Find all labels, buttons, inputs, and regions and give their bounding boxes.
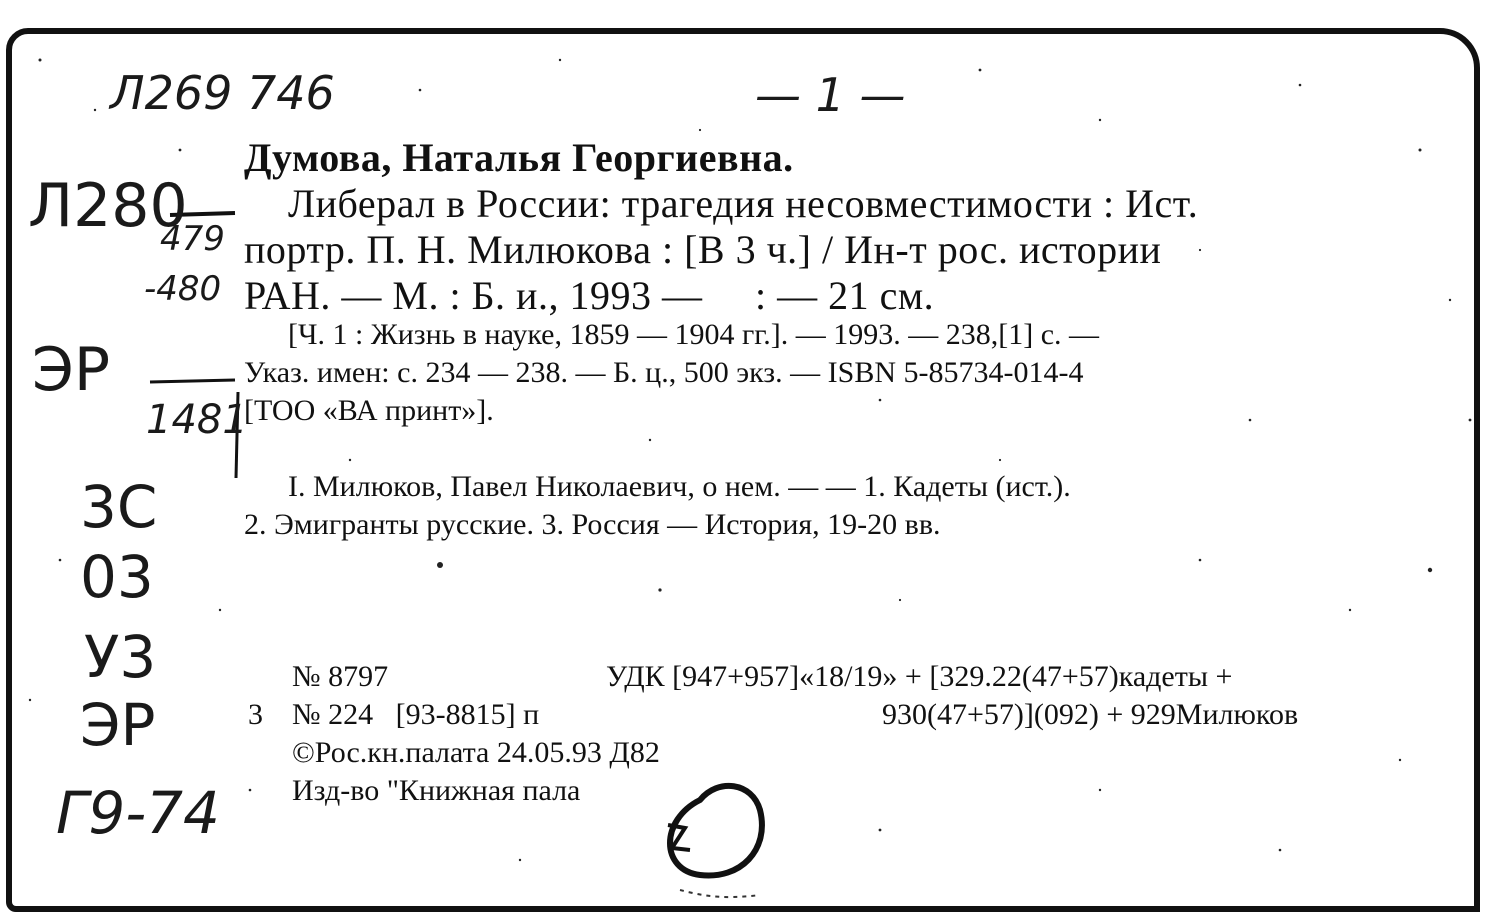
margin-code-5: Г9-74 <box>56 779 220 847</box>
subject-line-2: 2. Эмигранты русские. 3. Россия — История, 19-20 вв. <box>244 508 941 541</box>
udk-line-2: 930(47+57)](092) + 929Милюков <box>882 698 1299 731</box>
part-line-1: [Ч. 1 : Жизнь в науке, 1859 — 1904 гг.]. — 1993. — 238,[1] с. — <box>288 318 1100 351</box>
title-line-1: Либерал в России: трагедия несовместимости : Ист. <box>288 181 1199 226</box>
title-line-2: портр. П. Н. Милюкова : [В 3 ч.] / Ин-т рос. истории <box>244 227 1162 272</box>
shelf-range-a: 479 <box>160 219 225 259</box>
author-heading: Думова, Наталья Георгиевна. <box>244 135 794 180</box>
copy-prefix: 3 <box>248 698 263 731</box>
subject-line-1: I. Милюков, Павел Николаевич, о нем. — — 1. Кадеты (ист.). <box>288 470 1071 503</box>
margin-code-4: ЭР <box>80 691 156 759</box>
shelf-mark: Л280 <box>28 171 188 241</box>
er-code: ЭР <box>32 335 111 405</box>
inventory-number: Л269 746 <box>110 66 335 120</box>
publisher-line: Изд-во "Книжная пала <box>292 774 581 807</box>
er-number: 1481 <box>146 397 248 443</box>
page-number: — 1 — <box>755 68 906 122</box>
margin-code-2: 03 <box>80 543 154 611</box>
margin-code-1: 3С <box>80 473 158 541</box>
record-number: № 8797 <box>292 660 389 693</box>
copy-number: № 224 [93-8815] п <box>292 698 540 731</box>
part-line-2: Указ. имен: с. 234 — 238. — Б. ц., 500 экз. — ISBN 5-85734-014-4 <box>244 356 1084 389</box>
title-line-3: РАН. — М. : Б. и., 1993 — : — 21 см. <box>244 273 935 318</box>
shelf-range-b: -480 <box>144 269 222 309</box>
part-line-3: [ТОО «ВА принт»]. <box>244 394 494 427</box>
udk-line-1: УДК [947+957]«18/19» + [329.22(47+57)кадеты + <box>606 660 1233 693</box>
margin-code-3: У3 <box>84 623 157 691</box>
copyright-line: ©Рос.кн.палата 24.05.93 Д82 <box>292 736 660 769</box>
